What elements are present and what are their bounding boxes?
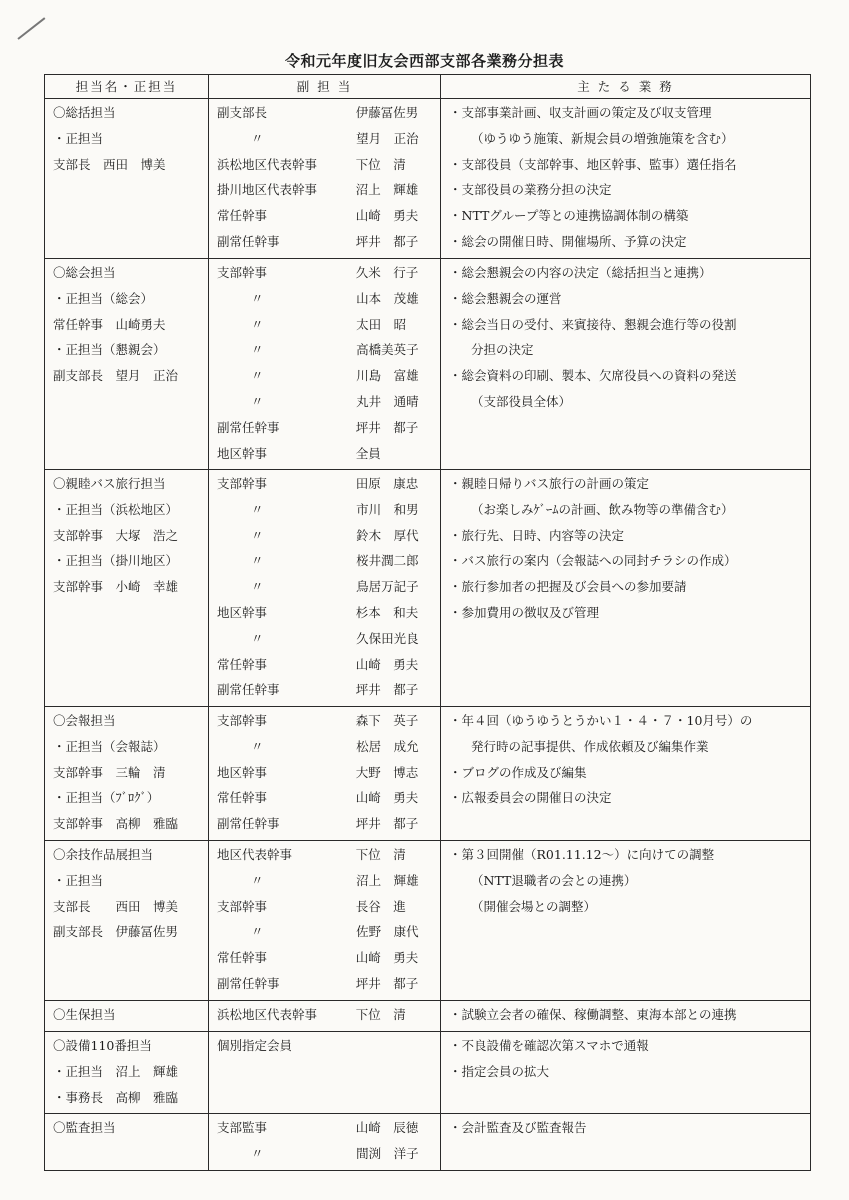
header-deputy: 副 担 当	[209, 75, 441, 99]
duty-item: ・支部事業計画、収支計画の策定及び収支管理	[449, 105, 712, 120]
lead-line: 支部幹事 三輪 清	[53, 764, 166, 780]
duty-item: ・旅行先、日時、内容等の決定	[449, 527, 625, 543]
deputy-role: 浜松地区代表幹事	[217, 1007, 318, 1022]
lead-line: 〇会報担当	[53, 713, 116, 728]
deputy-role: 常任幹事	[217, 790, 268, 806]
lead-line: ・事務長 高柳 雅臨	[53, 1089, 179, 1105]
duty-list	[441, 470, 810, 628]
deputy-name: 全員	[355, 445, 381, 461]
deputy-entry	[217, 337, 434, 363]
lead-line: 〇生保担当	[53, 1007, 116, 1022]
deputy-name: 山崎 勇夫	[355, 656, 419, 672]
lead-line: 支部幹事 大塚 浩之	[53, 527, 179, 543]
deputy-role: 〃	[251, 553, 264, 569]
duty-item: （開催会場との調整）	[471, 898, 597, 914]
duty-list	[441, 1114, 810, 1143]
deputy-list	[209, 707, 440, 839]
lead-line: 支部幹事 小崎 幸雄	[53, 579, 179, 595]
deputy-list	[209, 99, 440, 257]
deputy-name: 太田 昭	[356, 316, 407, 332]
deputy-role: 浜松地区代表幹事	[217, 156, 318, 172]
duty-item: ・総会資料の印刷、製本、欠席役員への資料の発送	[449, 368, 737, 384]
duty-item: ・年４回（ゆうゆうとうかい１・４・７・10月号）の	[449, 713, 753, 728]
deputy-role: 支部幹事	[217, 898, 268, 914]
deputy-entry	[217, 523, 434, 549]
table-header-row	[45, 75, 811, 99]
deputy-entry	[217, 415, 434, 441]
document-title: 令和元年度旧友会西部支部各業務分担表	[284, 52, 564, 70]
lead-line: ・正担当（掛川地区）	[53, 553, 179, 569]
duty-list	[441, 841, 810, 921]
deputy-name: 山本 茂雄	[356, 290, 419, 306]
duty-list	[441, 707, 810, 813]
deputy-entry	[217, 441, 434, 467]
lead-line: ・正担当 沼上 輝雄	[53, 1063, 179, 1079]
duty-item: ・ブログの作成及び編集	[449, 764, 587, 780]
deputy-name: 佐野 康代	[356, 924, 419, 940]
deputy-name: 鈴木 厚代	[356, 527, 419, 543]
lead-line: ・正担当（浜松地区）	[53, 501, 179, 517]
lead-cell	[45, 1114, 209, 1171]
lead-line: 支部長 西田 博美	[53, 898, 179, 914]
duty-item: （ゆうゆう施策、新規会員の増強施策を含む）	[471, 130, 734, 146]
lead-list	[45, 1032, 208, 1112]
duty-item: ・指定会員の拡大	[449, 1063, 550, 1079]
deputy-role: 〃	[251, 1145, 264, 1161]
duty-item: ・参加費用の徴収及び管理	[449, 604, 600, 620]
deputy-entry	[217, 842, 434, 868]
deputy-name: 田原 康忠	[355, 476, 419, 491]
duty-list	[441, 99, 810, 257]
duty-cell	[441, 1001, 811, 1032]
deputy-entry	[217, 1115, 434, 1141]
deputy-name: 坪井 都子	[355, 419, 419, 435]
lead-cell	[45, 259, 209, 470]
lead-list	[45, 1001, 208, 1030]
table-row	[45, 470, 811, 707]
deputy-role: 常任幹事	[217, 656, 268, 672]
duty-item: ・総会懇親会の内容の決定（総括担当と連携）	[449, 265, 712, 280]
deputy-cell	[209, 1114, 441, 1171]
deputy-entry	[217, 574, 434, 600]
deputy-name: 坪井 都子	[355, 682, 419, 698]
deputy-name: 鳥居万記子	[356, 579, 419, 595]
deputy-role: 副常任幹事	[217, 233, 280, 249]
table-row	[45, 1114, 811, 1171]
deputy-name: 沼上 輝雄	[356, 872, 419, 888]
duty-cell	[441, 707, 811, 841]
deputy-entry	[217, 971, 434, 997]
deputy-role: 副支部長	[217, 105, 268, 120]
lead-line: 副支部長 望月 正治	[53, 368, 179, 384]
header-duties: 主 た る 業 務	[441, 75, 811, 99]
deputy-entry	[217, 260, 434, 286]
deputy-list	[209, 470, 440, 705]
deputy-cell	[209, 259, 441, 470]
duty-list	[441, 1001, 810, 1030]
deputy-name: 下位 清	[355, 156, 406, 172]
duty-item: ・親睦日帰りバス旅行の計画の策定	[449, 476, 650, 491]
duty-item: ・旅行参加者の把握及び会員への参加要請	[449, 579, 687, 595]
deputy-role: 〃	[251, 130, 264, 146]
deputy-name: 望月 正治	[356, 130, 419, 146]
deputy-entry	[217, 919, 434, 945]
deputy-name: 久保田光良	[356, 630, 419, 646]
deputy-role: 〃	[251, 527, 264, 543]
deputy-name: 市川 和男	[356, 501, 419, 517]
lead-line: ・正担当（ﾌﾞﾛｸﾞ）	[53, 790, 160, 806]
deputy-role: 〃	[251, 393, 264, 409]
lead-line: 〇監査担当	[53, 1120, 116, 1135]
deputy-role: 〃	[251, 342, 264, 358]
table-row	[45, 1032, 811, 1114]
lead-line: ・正担当	[53, 872, 104, 888]
deputy-role: 掛川地区代表幹事	[217, 182, 318, 198]
duty-item: ・支部役員（支部幹事、地区幹事、監事）選任指名	[449, 156, 737, 172]
deputy-name: 松居 成允	[356, 738, 419, 754]
deputy-role: 〃	[251, 872, 264, 888]
lead-cell	[45, 707, 209, 841]
lead-line: 〇総会担当	[53, 265, 116, 280]
deputy-entry	[217, 389, 434, 415]
deputy-name: 杉本 和夫	[355, 604, 419, 620]
lead-cell	[45, 1001, 209, 1032]
deputy-name: 山崎 勇夫	[355, 950, 419, 966]
table-row	[45, 259, 811, 470]
lead-line: 〇総括担当	[53, 105, 116, 120]
duty-item: （NTT退職者の会との連携）	[471, 872, 637, 888]
deputy-role: 〃	[251, 630, 264, 646]
deputy-name: 桜井潤二郎	[356, 553, 419, 569]
deputy-name: 森下 英子	[355, 713, 419, 728]
table-row	[45, 841, 811, 1001]
deputy-entry	[217, 600, 434, 626]
deputy-name: 山崎 辰徳	[355, 1120, 419, 1135]
deputy-entry	[217, 1141, 434, 1167]
deputy-entry	[217, 203, 434, 229]
deputy-name: 坪井 都子	[355, 233, 419, 249]
lead-line: ・正担当（懇親会）	[53, 342, 166, 358]
lead-list	[45, 1114, 208, 1143]
deputy-entry	[217, 548, 434, 574]
lead-list	[45, 841, 208, 947]
duty-item: ・会計監査及び監査報告	[449, 1120, 587, 1135]
deputy-name: 久米 行子	[355, 265, 419, 280]
deputy-name	[356, 1033, 434, 1059]
deputy-name: 下位 清	[355, 1007, 406, 1022]
lead-line: 支部長 西田 博美	[53, 156, 166, 172]
duty-item: ・総会の開催日時、開催場所、予算の決定	[449, 233, 687, 249]
deputy-entry	[217, 626, 434, 652]
deputy-role: 〃	[251, 579, 264, 595]
deputy-entry	[217, 100, 434, 126]
duty-cell	[441, 99, 811, 259]
lead-line: ・正担当（会報誌）	[53, 738, 166, 754]
deputy-entry	[217, 945, 434, 971]
deputy-role: 個別指定会員	[217, 1038, 293, 1053]
deputy-name: 坪井 都子	[355, 975, 419, 991]
table-row	[45, 99, 811, 259]
deputy-cell	[209, 707, 441, 841]
lead-line: 〇親睦バス旅行担当	[53, 476, 166, 491]
deputy-role: 常任幹事	[217, 208, 268, 224]
deputy-name: 坪井 都子	[355, 816, 419, 832]
deputy-entry	[217, 177, 434, 203]
duty-list	[441, 259, 810, 417]
lead-list	[45, 470, 208, 602]
header-lead: 担当名・正担当	[45, 75, 209, 99]
duty-item: ・第３回開催（R01.11.12～）に向けての調整	[449, 847, 715, 862]
lead-line: 〇設備110番担当	[53, 1038, 152, 1053]
deputy-role: 支部監事	[217, 1120, 268, 1135]
deputy-role: 常任幹事	[217, 950, 268, 966]
duty-cell	[441, 470, 811, 707]
deputy-role: 支部幹事	[217, 713, 268, 728]
deputy-role: 〃	[251, 290, 264, 306]
deputy-entry	[217, 152, 434, 178]
deputy-list	[209, 1001, 440, 1030]
deputy-name: 沼上 輝雄	[355, 182, 419, 198]
deputy-name: 間渕 洋子	[356, 1145, 419, 1161]
lead-list	[45, 259, 208, 391]
deputy-role: 地区幹事	[217, 604, 268, 620]
deputy-cell	[209, 470, 441, 707]
lead-line: 〇余技作品展担当	[53, 847, 154, 862]
deputy-role: 〃	[251, 738, 264, 754]
deputy-name: 丸井 通晴	[356, 393, 419, 409]
duty-item: （支部役員全体）	[471, 393, 572, 409]
deputy-role: 地区幹事	[217, 445, 268, 461]
deputy-name: 大野 博志	[355, 764, 419, 780]
duty-item: ・不良設備を確認次第スマホで通報	[449, 1038, 649, 1053]
deputy-name: 山崎 勇夫	[355, 790, 419, 806]
deputy-cell	[209, 99, 441, 259]
deputy-entry	[217, 126, 434, 152]
deputy-role: 支部幹事	[217, 265, 268, 280]
deputy-entry	[217, 363, 434, 389]
duty-item: 発行時の記事提供、作成依頼及び編集作業	[471, 738, 709, 754]
deputy-name: 下位 清	[355, 847, 406, 862]
duty-item: ・総会懇親会の運営	[449, 290, 562, 306]
deputy-role: 〃	[251, 368, 264, 384]
duty-assignment-table	[44, 74, 811, 1171]
deputy-entry	[217, 652, 434, 678]
deputy-entry	[217, 1033, 434, 1059]
lead-cell	[45, 99, 209, 259]
lead-line: ・正担当（総会）	[53, 290, 154, 306]
duty-list	[441, 1032, 810, 1087]
duty-cell	[441, 1032, 811, 1114]
duty-cell	[441, 1114, 811, 1171]
deputy-entry	[217, 286, 434, 312]
deputy-role: 副常任幹事	[217, 682, 280, 698]
lead-line: ・正担当	[53, 130, 104, 146]
deputy-role: 副常任幹事	[217, 419, 280, 435]
pen-mark	[17, 17, 45, 40]
deputy-entry	[217, 312, 434, 338]
deputy-role: 〃	[251, 924, 264, 940]
deputy-name: 伊藤冨佐男	[355, 105, 419, 120]
duty-cell	[441, 841, 811, 1001]
deputy-entry	[217, 229, 434, 255]
lead-line: 副支部長 伊藤冨佐男	[53, 924, 179, 940]
deputy-role: 〃	[251, 501, 264, 517]
deputy-entry	[217, 497, 434, 523]
deputy-list	[209, 259, 440, 468]
duty-item: ・バス旅行の案内（会報誌への同封チラシの作成）	[449, 553, 737, 569]
duty-item: 分担の決定	[471, 342, 534, 358]
table-row	[45, 1001, 811, 1032]
lead-cell	[45, 470, 209, 707]
deputy-entry	[217, 785, 434, 811]
deputy-cell	[209, 1001, 441, 1032]
duty-item: ・広報委員会の開催日の決定	[449, 790, 612, 806]
deputy-entry	[217, 868, 434, 894]
deputy-entry	[217, 894, 434, 920]
deputy-name: 長谷 進	[355, 898, 406, 914]
deputy-role: 地区代表幹事	[217, 847, 293, 862]
deputy-role: 副常任幹事	[217, 975, 280, 991]
deputy-name: 川島 富雄	[356, 368, 419, 384]
deputy-list	[209, 841, 440, 999]
deputy-cell	[209, 841, 441, 1001]
deputy-role: 副常任幹事	[217, 816, 280, 832]
deputy-list	[209, 1032, 440, 1061]
deputy-role: 〃	[251, 316, 264, 332]
deputy-entry	[217, 708, 434, 734]
deputy-role: 支部幹事	[217, 476, 268, 491]
deputy-name: 高橋美英子	[356, 342, 419, 358]
duty-item: （お楽しみｹﾞｰﾑの計画、飲み物等の準備含む）	[471, 501, 734, 517]
deputy-list	[209, 1114, 440, 1169]
deputy-entry	[217, 677, 434, 703]
deputy-cell	[209, 1032, 441, 1114]
deputy-entry	[217, 734, 434, 760]
deputy-entry	[217, 471, 434, 497]
duty-item: ・支部役員の業務分担の決定	[449, 182, 612, 198]
duty-cell	[441, 259, 811, 470]
deputy-entry	[217, 811, 434, 837]
lead-cell	[45, 841, 209, 1001]
duty-item: ・総会当日の受付、来賓接待、懇親会進行等の役割	[449, 316, 737, 332]
deputy-entry	[217, 1002, 434, 1028]
table-row	[45, 707, 811, 841]
duty-item: ・試験立会者の確保、稼働調整、東海本部との連携	[449, 1007, 737, 1022]
lead-line: 支部幹事 高柳 雅臨	[53, 816, 179, 832]
lead-line: 常任幹事 山崎勇夫	[53, 316, 166, 332]
deputy-name: 山崎 勇夫	[355, 208, 419, 224]
deputy-entry	[217, 760, 434, 786]
duty-item: ・NTTグループ等との連携協調体制の構築	[449, 208, 689, 224]
lead-list	[45, 707, 208, 839]
lead-list	[45, 99, 208, 179]
lead-cell	[45, 1032, 209, 1114]
deputy-role: 地区幹事	[217, 764, 268, 780]
